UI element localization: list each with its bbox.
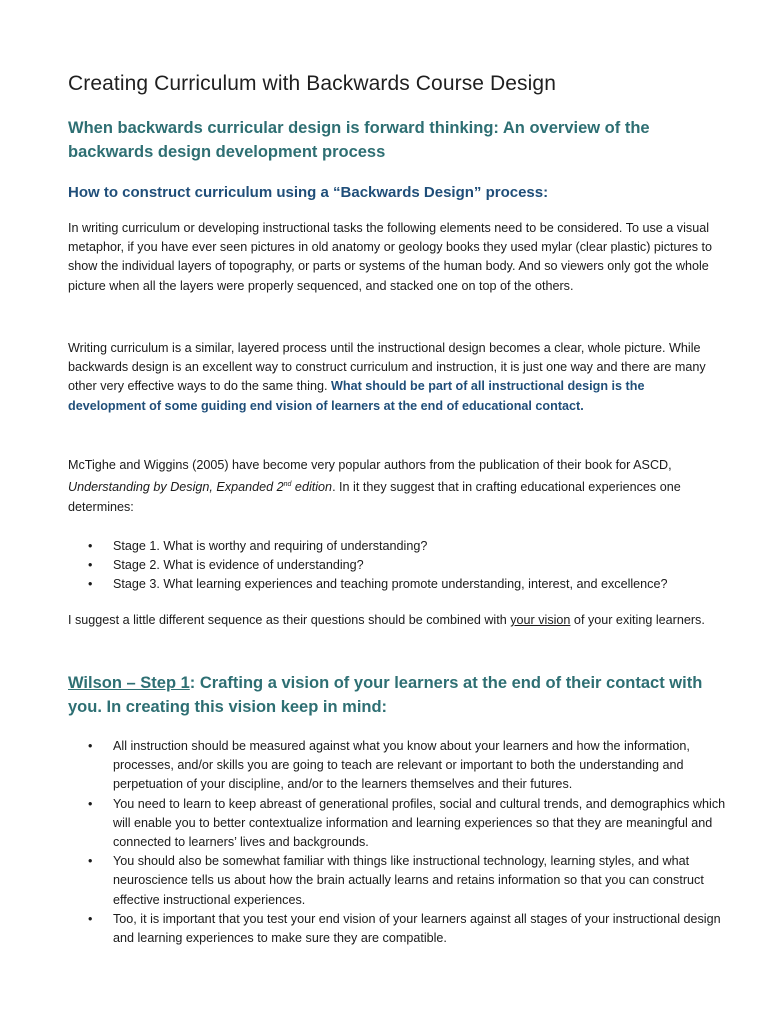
book-title-end: edition <box>291 480 333 495</box>
emphasis-text: What should be part of all instructional design is the development of some guiding end vision of learners at the end of educational contact. <box>68 379 645 413</box>
paragraph-text-after: . In it they suggest that in crafting educational experiences one determines: <box>68 480 681 514</box>
paragraph-text-before: McTighe and Wiggins (2005) have become very popular authors from the publication of their book for ASCD, <box>68 458 672 472</box>
list-item: • Stage 1. What is worthy and requiring of understanding? <box>68 537 728 556</box>
book-title <box>68 480 332 494</box>
paragraph-suggestion <box>68 611 723 630</box>
list-item: • You should also be somewhat familiar with things like instructional technology, learning styles, and what neuroscience tells us about how the brain actually learns and retains information so that you can construct effective instructional experiences. <box>68 852 728 910</box>
paragraph-mctighe-wiggins <box>68 456 723 517</box>
step-1-rest: : Crafting a vision of your learners at the end of their contact with you. In creating this vision keep in mind: <box>68 674 703 716</box>
book-title-sup: nd <box>283 481 292 489</box>
list-item: • Stage 3. What learning experiences and teaching promote understanding, interest, and excellence? <box>68 575 728 594</box>
vision-bullets-list <box>68 737 728 948</box>
your-vision-link: your vision <box>510 613 571 627</box>
book-title-text: Understanding by Design, Expanded 2 <box>68 480 284 495</box>
paragraph-text-before: I suggest a little different sequence as their questions should be combined with <box>68 613 511 627</box>
list-item: • Stage 2. What is evidence of understanding? <box>68 556 728 575</box>
stages-list <box>68 537 728 595</box>
list-item: • You need to learn to keep abreast of generational profiles, social and cultural trends, and demographics which will enable you to better contextualize information and learning experiences so that they are meaningful and connected to learners’ lives and backgrounds. <box>68 795 728 853</box>
paragraph-layered-process <box>68 339 723 416</box>
list-item: • Too, it is important that you test your end vision of your learners against all stages of your instructional design and learning experiences to make sure they are compatible. <box>68 910 728 948</box>
paragraph-text-after: of your exiting learners. <box>570 613 705 627</box>
step-1-lead: Wilson – Step 1 <box>68 674 190 692</box>
step-1-heading <box>68 671 728 719</box>
paragraph-intro: In writing curriculum or developing instructional tasks the following elements need to be considered. To use a visual metaphor, if you have ever seen pictures in old anatomy or geology books they used mylar (clear plastic) pictures to show the individual layers of topography, or parts or systems of the human body. And so viewers only got the whole picture when all the layers were properly sequenced, and stacked one on top of the others. <box>68 221 713 293</box>
list-item: • All instruction should be measured against what you know about your learners and how the information, processes, and/or skills you are going to teach are relevant or important to both the understanding and perpetuation of your discipline, and/or to the learners themselves and their futures. <box>68 737 728 795</box>
paragraph-plain-text: Writing curriculum is a similar, layered process until the instructional design becomes a clear, whole picture. While backwards design is an excellent way to construct curriculum and instruction, it is just one way and there are many other very effective ways to do the same thing. <box>68 341 706 394</box>
subtitle: When backwards curricular design is forward thinking: An overview of the backwards design development process <box>68 119 650 161</box>
section-heading: How to construct curriculum using a “Backwards Design” process: <box>68 184 549 201</box>
page-title: Creating Curriculum with Backwards Course Design <box>68 72 556 95</box>
